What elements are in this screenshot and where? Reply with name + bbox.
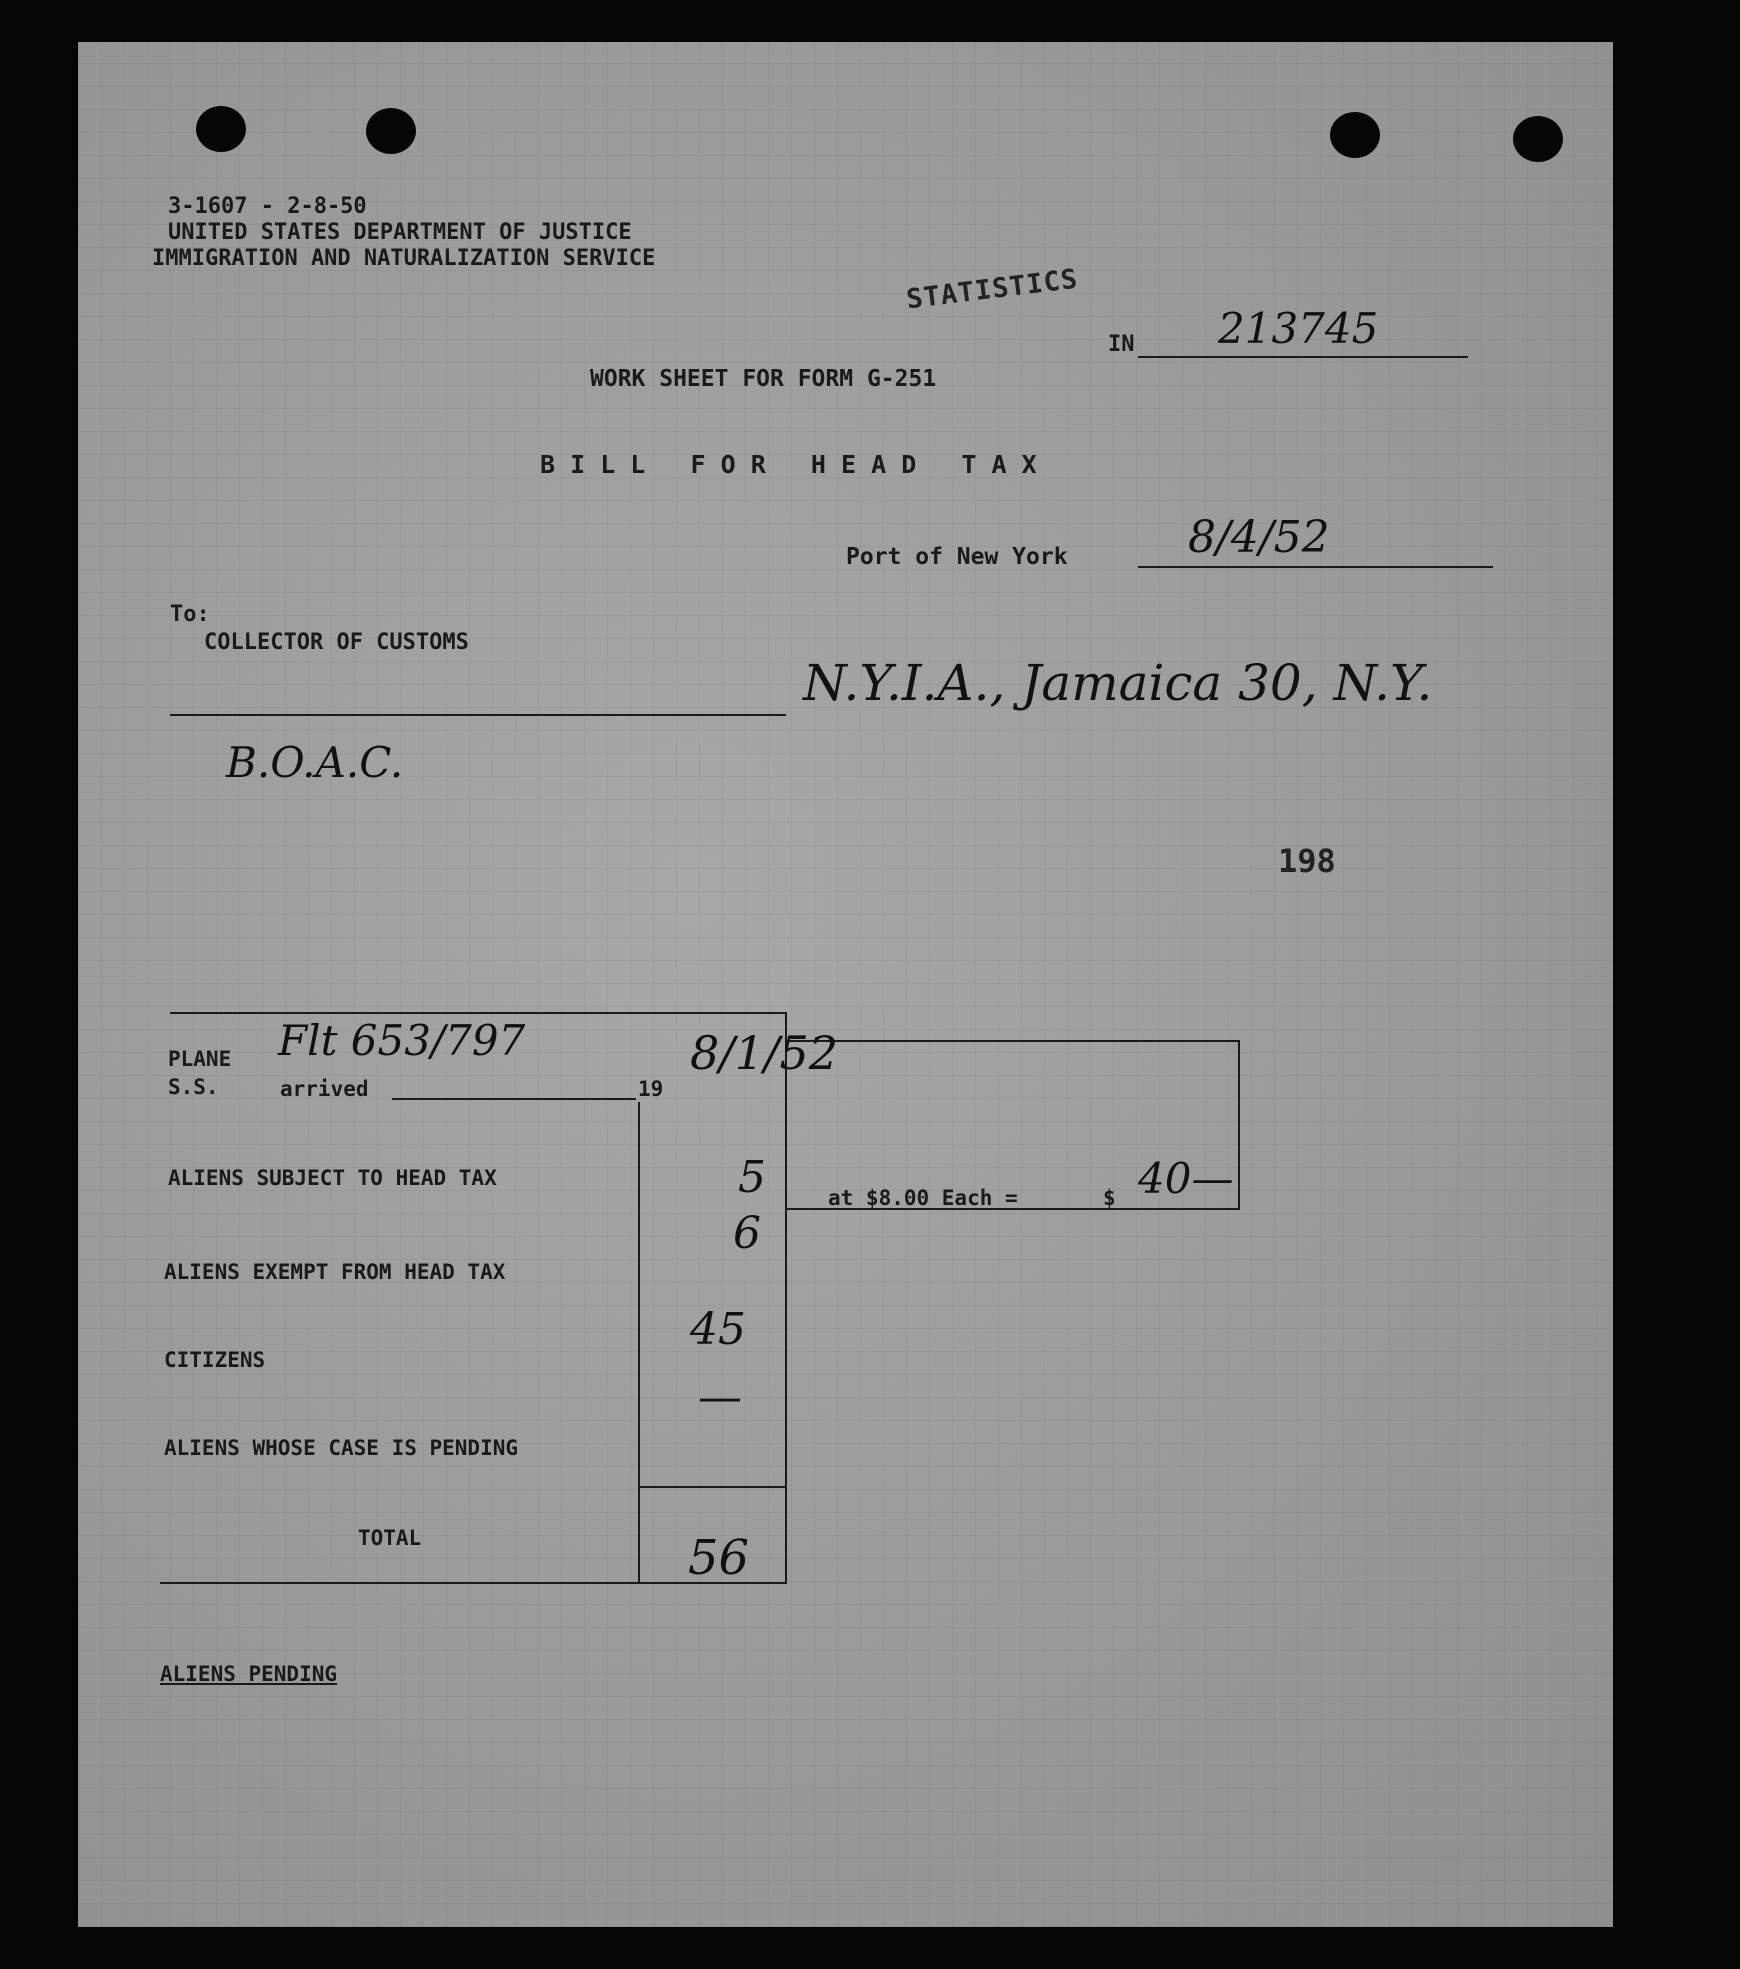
to-label: To: (170, 602, 210, 627)
in-number: 213745 (1218, 304, 1379, 353)
row-value-exempt: 6 (733, 1208, 761, 1259)
punch-hole-1 (196, 106, 246, 152)
row-label-pending: ALIENS WHOSE CASE IS PENDING (164, 1436, 519, 1460)
document-page (78, 42, 1613, 1927)
flight-number: Flt 653/797 (278, 1016, 526, 1065)
in-label: IN (1108, 332, 1135, 357)
stamped-number: 198 (1278, 842, 1336, 880)
table-right-border (785, 1012, 787, 1584)
row-label-citizens: CITIZENS (164, 1348, 266, 1372)
total-label: TOTAL (358, 1526, 422, 1550)
table-top-line (170, 1012, 787, 1014)
bill-title: B I L L F O R H E A D T A X (540, 450, 1037, 479)
port-date-underline (1138, 566, 1493, 568)
row-label-exempt: ALIENS EXEMPT FROM HEAD TAX (164, 1260, 506, 1284)
addressee: COLLECTOR OF CUSTOMS (204, 630, 469, 655)
punch-hole-3 (1330, 112, 1380, 158)
arrived-underline (392, 1098, 636, 1100)
department-name: UNITED STATES DEPARTMENT OF JUSTICE (168, 220, 632, 245)
total-divider (638, 1486, 787, 1488)
value-column-left-border (638, 1102, 640, 1584)
row-value-subject: 5 (738, 1152, 766, 1203)
form-code: 3-1607 - 2-8-50 (168, 194, 367, 219)
tax-currency: $ (1103, 1186, 1116, 1210)
port-date: 8/4/52 (1188, 512, 1330, 563)
year-prefix: 19 (638, 1077, 664, 1101)
statistics-stamp: STATISTICS (904, 263, 1080, 316)
addressee-underline (170, 714, 786, 716)
worksheet-title: WORK SHEET FOR FORM G-251 (590, 366, 937, 392)
punch-hole-4 (1513, 116, 1563, 162)
row-label-subject: ALIENS SUBJECT TO HEAD TAX (168, 1166, 497, 1190)
total-value: 56 (688, 1530, 750, 1586)
tax-rate-text: at $8.00 Each = (828, 1186, 1018, 1210)
in-underline (1138, 356, 1468, 358)
arrival-date: 8/1/52 (690, 1026, 839, 1080)
aliens-pending-heading: ALIENS PENDING (160, 1662, 338, 1686)
arrived-label: arrived (280, 1077, 369, 1101)
tax-box-right (1238, 1040, 1240, 1210)
port-label: Port of New York (846, 544, 1068, 570)
service-name: IMMIGRATION AND NATURALIZATION SERVICE (152, 246, 656, 271)
row-value-pending: — (698, 1372, 742, 1423)
plane-label: PLANE (168, 1047, 232, 1071)
tax-amount: 40— (1138, 1154, 1234, 1203)
row-value-citizens: 45 (690, 1304, 746, 1355)
carrier-name: B.O.A.C. (226, 738, 404, 787)
punch-hole-2 (366, 108, 416, 154)
addressee-location: N.Y.I.A., Jamaica 30, N.Y. (803, 654, 1433, 712)
ss-label: S.S. (168, 1075, 219, 1099)
tax-box-top (785, 1040, 1240, 1042)
